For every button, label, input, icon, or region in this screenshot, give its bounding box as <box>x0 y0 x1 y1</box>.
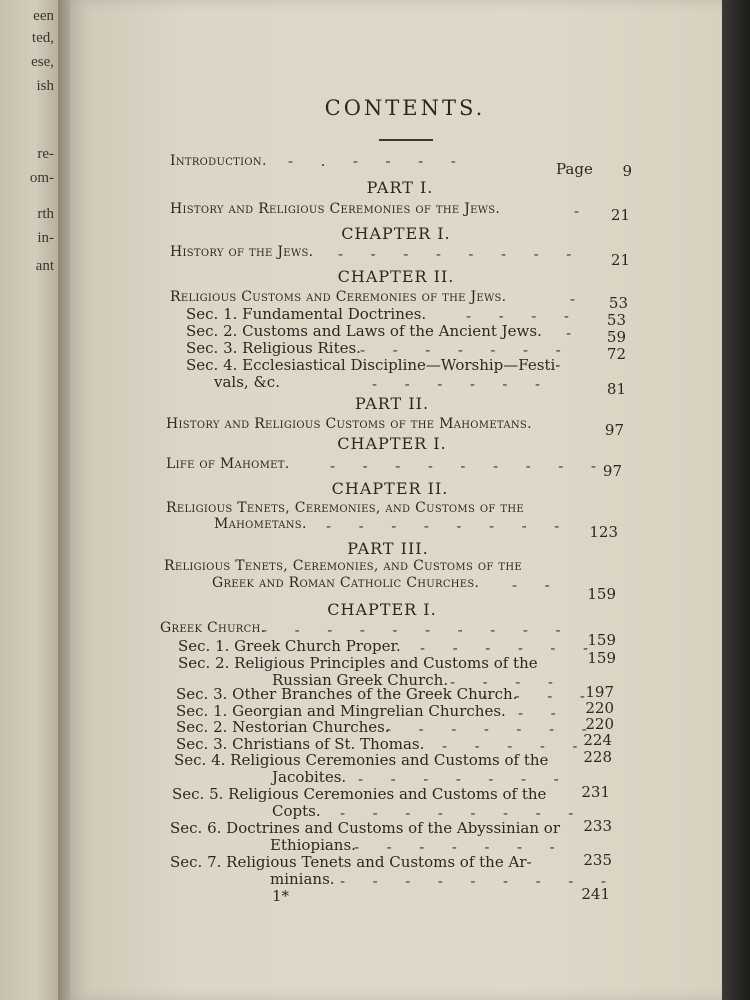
leader-dots: - . - - - - <box>288 152 462 170</box>
section-entry-continued: vals, &c. <box>214 373 280 391</box>
leader-dots: - - - - <box>450 673 559 691</box>
leader-dots: - - - - - <box>442 737 584 755</box>
leader-dots: - - - - - - - - <box>338 245 578 263</box>
leader-dots: - - - - - - - <box>358 770 565 788</box>
part-heading: PART I. <box>366 178 434 197</box>
section-entry-continued: minians. <box>270 870 335 888</box>
page-number: 233 <box>583 817 612 835</box>
toc-entry: Religious Tenets, Ceremonies, and Customs of the <box>166 500 524 516</box>
page-number: 231 <box>581 783 610 801</box>
part-heading: PART II. <box>354 394 430 413</box>
signature-mark: 1* <box>272 887 290 905</box>
leader-dots: - - <box>512 576 556 594</box>
section-entry: Sec. 3. Religious Rites. <box>186 339 361 357</box>
chapter-heading: CHAPTER I. <box>337 434 447 453</box>
page-number: 159 <box>587 631 616 649</box>
leader-dots: - - - - - - - <box>354 838 561 856</box>
page-word: Page <box>556 160 593 178</box>
section-entry: Sec. 2. Customs and Laws of the Ancient Jews. <box>186 322 542 340</box>
chapter-heading: CHAPTER II. <box>331 479 449 498</box>
page-number: 228 <box>583 748 612 766</box>
page-number: 97 <box>604 421 624 439</box>
page-number: 21 <box>610 206 630 224</box>
page-title: CONTENTS. <box>324 96 486 120</box>
facing-text-fragment: ted, <box>31 30 54 46</box>
chapter-heading: CHAPTER I. <box>341 224 451 243</box>
facing-text-fragment: re- <box>37 146 54 162</box>
toc-entry: Religious Customs and Ceremonies of the Jews. <box>170 289 507 305</box>
leader-dots: - - <box>518 704 562 722</box>
page-number: 224 <box>583 731 612 749</box>
section-entry: Sec. 1. Georgian and Mingrelian Churches. <box>176 702 506 720</box>
page-number: 72 <box>606 345 626 363</box>
section-entry: Sec. 3. Other Branches of the Greek Church. <box>176 685 518 703</box>
leader-dots: - - - - - - - - - - <box>262 621 567 639</box>
page-number: 220 <box>585 715 614 733</box>
page-number: 81 <box>606 380 626 398</box>
leader-dots: - <box>574 202 586 220</box>
part-subtitle: Religious Tenets, Ceremonies, and Customs of the <box>164 558 522 574</box>
page-edge-shadow <box>722 0 750 1000</box>
part-heading: PART III. <box>347 539 429 558</box>
leader-dots: - - - - - - - - <box>326 517 566 535</box>
section-entry: Sec. 7. Religious Tenets and Customs of the Ar- <box>170 853 532 871</box>
facing-text-fragment: in- <box>37 230 54 246</box>
facing-text-fragment: ish <box>36 78 54 94</box>
leader-dots: - <box>570 290 582 308</box>
section-entry-continued: Copts. <box>272 802 321 820</box>
chapter-heading: CHAPTER II. <box>337 267 455 286</box>
section-entry-continued: Jacobites. <box>272 768 347 786</box>
leader-dots: - - - - <box>482 687 591 705</box>
page-number: 9 <box>622 162 632 180</box>
page-number: 97 <box>602 462 622 480</box>
page-number: 220 <box>585 699 614 717</box>
leader-dots: - - - - <box>466 307 575 325</box>
page-number: 235 <box>583 851 612 869</box>
section-entry: Sec. 4. Ecclesiastical Discipline—Worship—Festi- <box>186 356 561 374</box>
section-entry-continued: Russian Greek Church. <box>272 671 449 689</box>
page-number: 159 <box>587 585 616 603</box>
facing-text-fragment: een <box>33 8 54 24</box>
section-entry: Sec. 3. Christians of St. Thomas. <box>176 735 425 753</box>
leader-dots: - - - - - - - - <box>340 804 580 822</box>
section-entry: Sec. 5. Religious Ceremonies and Customs of the <box>172 785 547 803</box>
toc-entry: History of the Jews. <box>170 244 314 260</box>
page-number: 241 <box>581 885 610 903</box>
section-entry: Sec. 2. Nestorian Churches. <box>176 718 390 736</box>
page-number: 53 <box>606 311 626 329</box>
facing-text-fragment: rth <box>37 206 54 222</box>
page-number: 53 <box>608 294 628 312</box>
leader-dots: - - - - - - - - - <box>330 457 602 475</box>
page-number: 59 <box>606 328 626 346</box>
part-subtitle: History and Religious Ceremonies of the Jews. <box>170 201 501 217</box>
leader-dots: - - - - - - - <box>386 720 593 738</box>
toc-entry: Life of Mahomet. <box>166 456 290 472</box>
part-subtitle-continued: Greek and Roman Catholic Churches. <box>212 575 480 591</box>
leader-dots: - - - - - - <box>420 639 595 657</box>
facing-text-fragment: ese, <box>31 54 54 70</box>
toc-entry-continued: Mahometans. <box>214 516 307 532</box>
part-subtitle: History and Religious Customs of the Mahometans. <box>166 416 532 432</box>
title-rule <box>379 139 433 141</box>
section-entry: Sec. 6. Doctrines and Customs of the Abyssinian or <box>170 819 560 837</box>
page-number: 21 <box>610 251 630 269</box>
section-entry-continued: Ethiopians. <box>270 836 356 854</box>
page-number: 123 <box>589 523 618 541</box>
toc-entry: Greek Church. <box>160 620 266 636</box>
facing-text-fragment: ant <box>35 258 54 274</box>
leader-dots: - - - - - - - <box>360 341 567 359</box>
facing-text-fragment: om- <box>29 170 54 186</box>
leader-dots: - - - - - - - - - <box>340 872 612 890</box>
page-number: 197 <box>585 683 614 701</box>
section-entry: Sec. 2. Religious Principles and Customs of the <box>178 654 538 672</box>
intro-label: Introduction. <box>170 153 267 169</box>
section-entry: Sec. 4. Religious Ceremonies and Customs of the <box>174 751 549 769</box>
leader-dots: - <box>566 324 578 342</box>
facing-page-edge <box>0 0 58 1000</box>
leader-dots: - - - - - - <box>372 375 547 393</box>
chapter-heading: CHAPTER I. <box>327 600 437 619</box>
section-entry: Sec. 1. Fundamental Doctrines. <box>186 305 427 323</box>
section-entry: Sec. 1. Greek Church Proper. <box>178 637 401 655</box>
page-number: 159 <box>587 649 616 667</box>
